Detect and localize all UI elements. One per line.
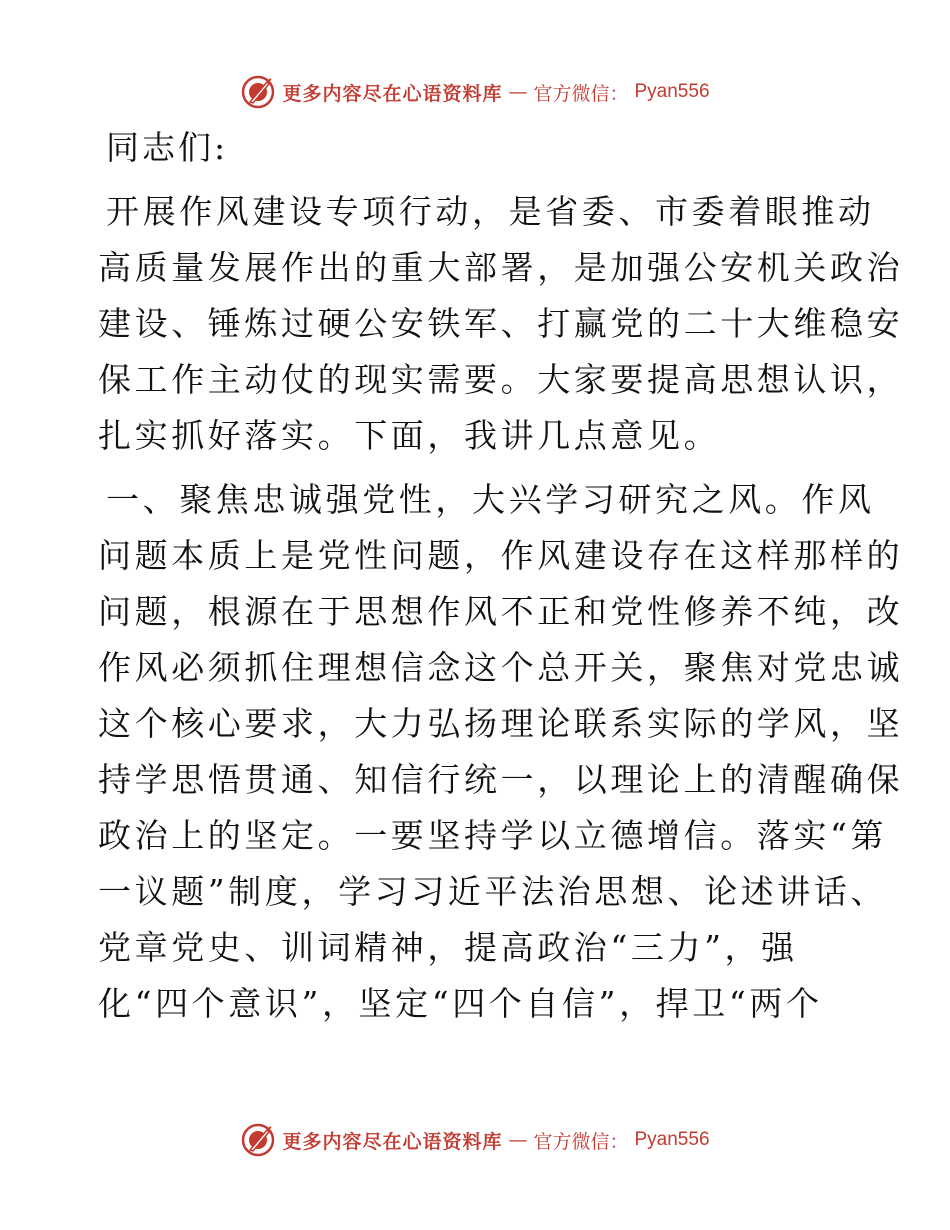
footer-watermark [0,1120,950,1160]
document-body [98,120,904,1032]
text-line: 党章党史、训词精神，提高政治“三力”，强 [98,928,798,967]
text-line: 开展作风建设专项行动，是省委、市委着眼推动 [106,192,875,231]
paragraph-1 [98,184,904,464]
text-line: 政治上的坚定。一要坚持学以立德增信。落实“第 [98,816,888,855]
text-line: 化“四个意识”，坚定“四个自信”，捍卫“两个 [98,984,823,1023]
quill-logo-icon [240,74,276,110]
text-line: 一、聚焦忠诚强党性，大兴学习研究之风。作风 [106,480,875,519]
text-line: 一议题”制度，学习习近平法治思想、论述讲话、 [98,872,888,911]
text-line: 保工作主动仗的现实需要。大家要提高思想认识， [98,360,904,399]
text-line: 作风必须抓住理想信念这个总开关，聚焦对党忠诚 [98,648,904,687]
watermark-brand: 更多内容尽在心语资料库 [282,82,503,105]
watermark-brand: 更多内容尽在心语资料库 [282,1130,503,1153]
text-line: 持学思悟贯通、知信行统一，以理论上的清醒确保 [98,760,904,799]
watermark-wechat-id: Pyan556 [634,81,710,102]
paragraph-2 [98,472,904,1032]
quill-logo-icon [240,1122,276,1158]
text-line: 问题本质上是党性问题，作风建设存在这样那样的 [98,536,904,575]
header-watermark [0,72,950,112]
watermark-label: 官方微信： [533,1130,629,1153]
text-line: 扎实抓好落实。下面，我讲几点意见。 [98,416,721,455]
watermark-dash: — [508,81,528,103]
watermark-wechat-id: Pyan556 [634,1129,710,1150]
watermark-dash: — [508,1129,528,1151]
greeting: 同志们: [106,128,229,167]
watermark-label: 官方微信： [533,82,629,105]
text-line: 高质量发展作出的重大部署，是加强公安机关政治 [98,248,904,287]
text-line: 问题，根源在于思想作风不正和党性修养不纯，改 [98,592,904,631]
text-line: 建设、锤炼过硬公安铁军、打赢党的二十大维稳安 [98,304,904,343]
text-line: 这个核心要求，大力弘扬理论联系实际的学风，坚 [98,704,904,743]
